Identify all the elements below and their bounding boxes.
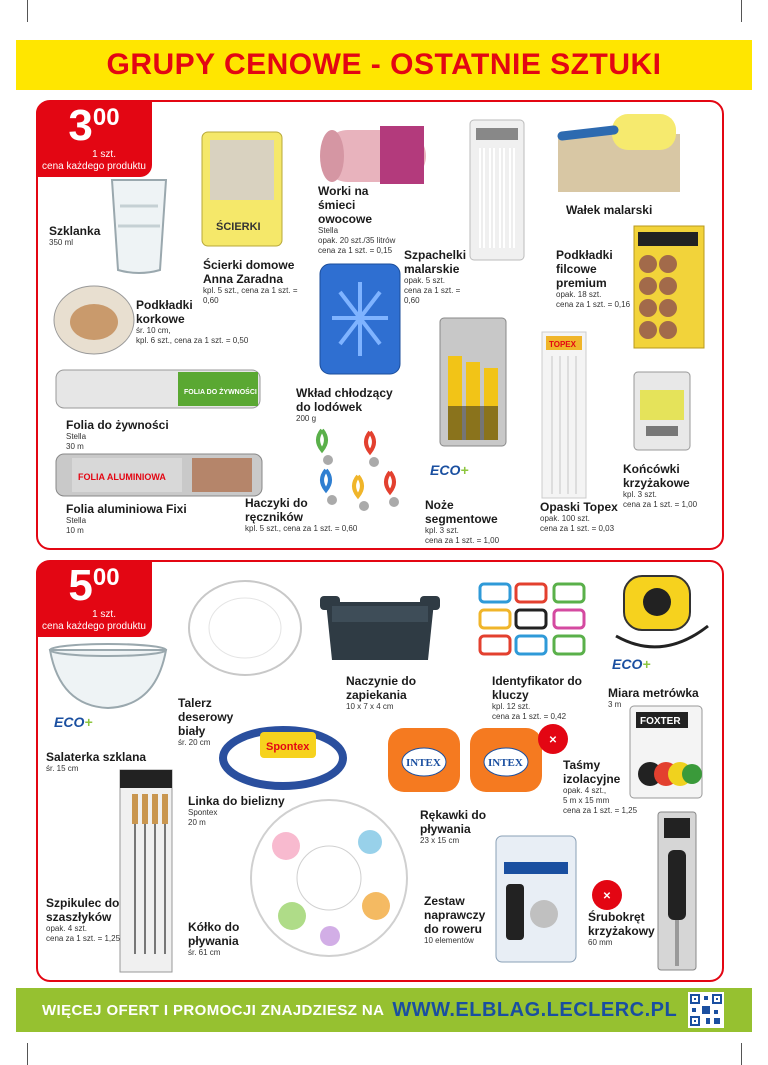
crop-mark	[27, 1043, 28, 1065]
key-tags-image	[474, 578, 604, 664]
product-name: Miara metrówka	[608, 686, 699, 700]
eco-badge	[54, 714, 93, 730]
product-glass	[49, 224, 109, 248]
glass-bowl-image	[46, 642, 170, 712]
product-desc: kpl. 3 szt. cena za 1 szt. = 1,00	[425, 526, 500, 545]
product-desc: Stella 10 m	[66, 516, 87, 535]
product-name: Salaterka szklana	[46, 750, 147, 764]
eco-badge-plus: +	[642, 656, 651, 672]
product-desc: śr. 20 cm	[178, 738, 211, 747]
footer-url-link[interactable]: WWW.ELBLAG.LECLERC.PL	[392, 998, 678, 1021]
product-felt-pads	[556, 248, 632, 310]
product-aluminium-foil	[66, 502, 196, 536]
product-bike-repair-kit	[424, 894, 490, 946]
product-name: Podkładki korkowe	[136, 298, 193, 326]
product-desc: opak. 4 szt. cena za 1 szt. = 1,25	[46, 924, 121, 943]
aluminium-foil-image	[52, 448, 264, 500]
product-name: Zestaw naprawczy do roweru	[424, 894, 486, 936]
food-film-label: FOLIA DO ŻYWNOŚCI	[184, 389, 257, 396]
eco-badge	[430, 462, 469, 478]
product-desc: kpl. 5 szt., cena za 1 szt. = 0,60	[245, 524, 358, 533]
product-desc: opak. 5 szt. cena za 1 szt. = 0,60	[404, 276, 461, 305]
eco-badge-main: ECO	[612, 656, 643, 672]
product-desc: Spontex 20 m	[188, 808, 218, 827]
product-towel-hooks	[245, 496, 365, 534]
product-name: Opaski Topex	[540, 500, 618, 514]
eco-badge	[612, 656, 651, 672]
price-tag-3	[36, 101, 152, 177]
header-banner	[16, 40, 752, 90]
baking-dish-image	[318, 582, 442, 666]
product-paint-roller	[566, 203, 676, 217]
product-clothesline	[188, 794, 288, 828]
product-desc: Stella opak. 20 szt./35 litrów cena za 1 szt. = 0,15	[318, 226, 396, 255]
cloths-label: ŚCIERKI	[216, 221, 261, 233]
eco-badge-plus: +	[460, 462, 469, 478]
svg-text:✕: ✕	[548, 735, 558, 746]
product-desc: kpl. 12 szt. cena za 1 szt. = 0,42	[492, 702, 567, 721]
price-note: cena każdego produktu	[42, 161, 146, 172]
product-desc: 10 x 7 x 4 cm	[346, 702, 394, 711]
eco-badge-main: ECO	[430, 462, 461, 478]
product-desc: opak. 4 szt., 5 m x 15 mm cena za 1 szt. = 1,25	[563, 786, 638, 815]
product-name: Śrubokręt krzyżakowy	[588, 910, 655, 938]
tape-measure-image	[612, 570, 712, 654]
product-trash-bags	[318, 184, 398, 256]
product-name: Kółko do pływania	[188, 920, 240, 948]
cork-coasters-image	[52, 282, 136, 356]
product-dessert-plate	[178, 696, 248, 748]
product-name: Szpachelki malarskie	[404, 248, 467, 276]
svg-text:✕: ✕	[602, 891, 612, 902]
product-cooling-insert	[296, 386, 400, 424]
product-name: Ścierki domowe Anna Zaradna	[203, 258, 295, 286]
intex-label: INTEX	[406, 757, 441, 769]
product-name: Identyfikator do kluczy	[492, 674, 583, 702]
topex-label: TOPEX	[549, 340, 576, 349]
product-cork-coasters	[136, 298, 276, 346]
product-desc: śr. 10 cm, kpl. 6 szt., cena za 1 szt. = 0,50	[136, 326, 249, 345]
skewers-image	[118, 768, 174, 974]
product-swim-ring	[188, 920, 258, 958]
screwdriver-bits-image	[632, 370, 692, 452]
cloths-image	[200, 130, 284, 248]
qr-code-icon[interactable]	[688, 992, 724, 1028]
price-value: 5	[68, 561, 93, 610]
product-name: Wkład chłodzący do lodówek	[296, 386, 393, 414]
screwdriver-image	[656, 810, 698, 972]
price-note: cena każdego produktu	[42, 621, 146, 632]
cooling-insert-image	[318, 262, 402, 376]
felt-pads-image	[632, 224, 706, 350]
product-name: Naczynie do zapiekania	[346, 674, 417, 702]
product-name: Noże segmentowe	[425, 498, 498, 526]
price-cents: 00	[92, 564, 120, 591]
product-food-film	[66, 418, 186, 452]
product-spatulas	[404, 248, 476, 306]
spatulas-image	[468, 118, 526, 262]
price-cents: 00	[92, 104, 120, 131]
product-tape-measure	[608, 686, 708, 710]
footer-text: WIĘCEJ OFERT I PROMOCJI ZNAJDZIESZ NA	[42, 1001, 385, 1019]
trash-bags-image	[318, 120, 428, 186]
intex-label: INTEX	[488, 757, 523, 769]
product-skewers	[46, 896, 126, 944]
foil-label: FOLIA ALUMINIOWA	[78, 472, 166, 482]
product-name: Folia do żywności	[66, 418, 169, 432]
crop-mark	[27, 0, 28, 22]
footer-banner	[16, 988, 752, 1032]
product-name: Folia aluminiowa Fixi	[66, 502, 187, 516]
product-cable-ties	[540, 500, 620, 534]
paint-roller-image	[552, 106, 684, 194]
bike-repair-kit-image	[494, 834, 578, 964]
product-key-tags	[492, 674, 586, 722]
price-unit: 1 szt.	[92, 609, 116, 620]
glass-image	[106, 176, 172, 276]
crop-mark	[741, 0, 742, 22]
product-baking-dish	[346, 674, 426, 712]
product-name: Talerz deserowy biały	[178, 696, 234, 738]
armbands-image	[384, 722, 546, 798]
product-desc: kpl. 5 szt., cena za 1 szt. = 0,60	[203, 286, 298, 305]
product-desc: 3 m	[608, 700, 622, 709]
hot-price-sticker	[590, 878, 624, 912]
product-name: Worki na śmieci owocowe	[318, 184, 373, 226]
product-name: Haczyki do ręczników	[245, 496, 308, 524]
product-name: Linka do bielizny	[188, 794, 285, 808]
product-name: Szpikulec do szaszłyków	[46, 896, 120, 924]
product-name: Wałek malarski	[566, 203, 653, 217]
price-value: 3	[68, 101, 93, 150]
utility-knives-image	[438, 316, 508, 448]
product-desc: opak. 100 szt. cena za 1 szt. = 0,03	[540, 514, 615, 533]
price-unit: 1 szt.	[92, 149, 116, 160]
foxter-label: FOXTER	[640, 716, 681, 727]
product-desc: kpl. 3 szt. cena za 1 szt. = 1,00	[623, 490, 698, 509]
product-screwdriver	[588, 910, 656, 948]
product-desc: 10 elementów	[424, 936, 474, 945]
product-utility-knives	[425, 498, 525, 546]
product-name: Podkładki filcowe premium	[556, 248, 613, 290]
dessert-plate-image	[186, 578, 304, 678]
spontex-label: Spontex	[266, 741, 310, 753]
product-desc: Stella 30 m	[66, 432, 87, 451]
product-screwdriver-bits	[623, 462, 701, 510]
product-glass-bowl	[46, 750, 156, 774]
product-desc: 23 x 15 cm	[420, 836, 460, 845]
eco-badge-plus: +	[84, 714, 93, 730]
product-desc: śr. 15 cm	[46, 764, 79, 773]
crop-mark	[741, 1043, 742, 1065]
product-desc: 350 ml	[49, 238, 74, 247]
eco-badge-main: ECO	[54, 714, 85, 730]
product-desc: 60 mm	[588, 938, 613, 947]
food-film-image	[52, 364, 262, 412]
price-tag-5	[36, 561, 152, 637]
product-insulating-tape	[563, 758, 643, 816]
product-name: Taśmy izolacyjne	[563, 758, 621, 786]
page-title: GRUPY CENOWE - OSTATNIE SZTUKI	[106, 48, 662, 81]
cable-ties-image	[540, 330, 588, 500]
product-desc: śr. 61 cm	[188, 948, 221, 957]
product-name: Końcówki krzyżakowe	[623, 462, 690, 490]
product-desc: opak. 18 szt. cena za 1 szt. = 0,16	[556, 290, 631, 309]
product-desc: 200 g	[296, 414, 317, 423]
product-name: Rękawki do pływania	[420, 808, 487, 836]
product-armbands	[420, 808, 490, 846]
product-name: Szklanka	[49, 224, 101, 238]
hot-price-sticker	[536, 722, 570, 756]
